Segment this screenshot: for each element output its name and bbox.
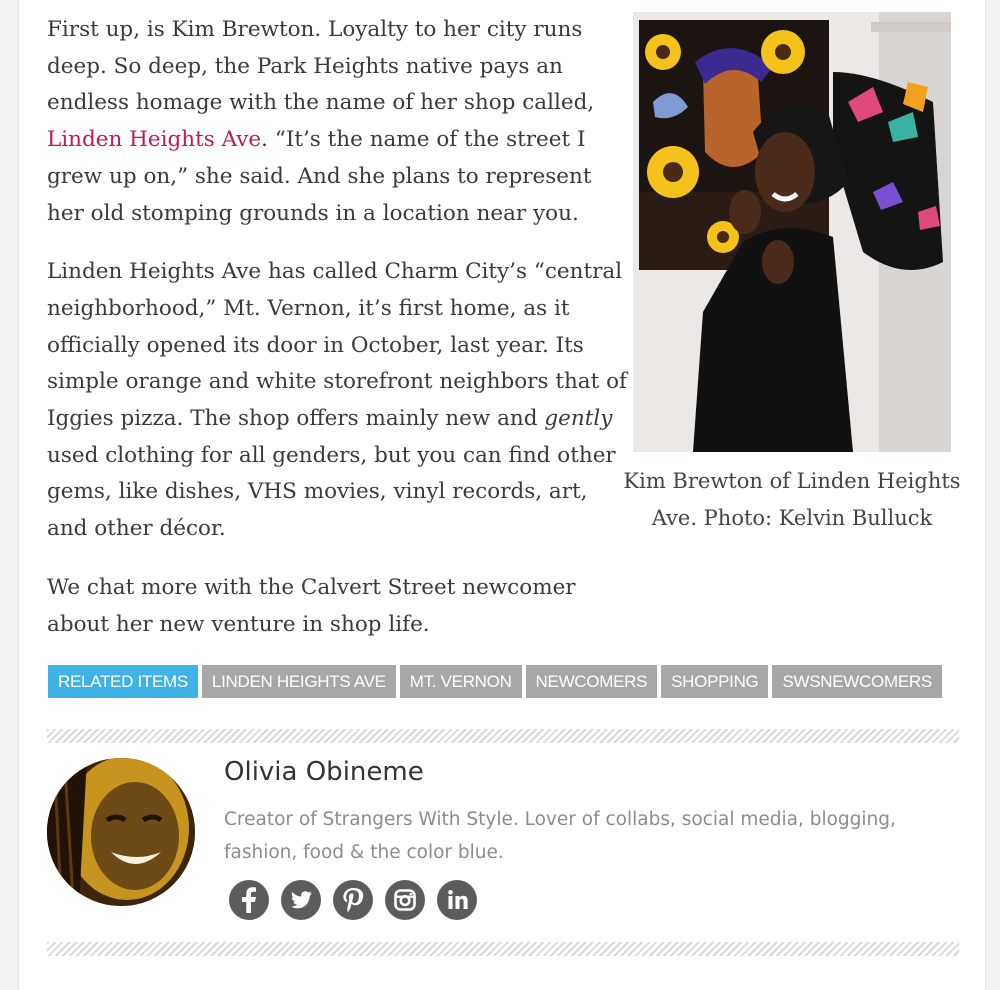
page-frame-left bbox=[0, 0, 19, 990]
paragraph-1: First up, is Kim Brewton. Loyalty to her city runs deep. So deep, the Park Heights native pays an endless homage with the name of her shop called, Linden Heights Ave. “It’s the name of the street I grew up on,” she said. And she plans to represent her old stomping grounds in a location near you. bbox=[47, 17, 595, 226]
avatar-illustration bbox=[47, 758, 195, 906]
pinterest-icon[interactable] bbox=[333, 880, 373, 920]
paragraph-3: We chat more with the Calvert Street newcomer about her new venture in shop life. bbox=[47, 574, 576, 637]
cropped-next-section bbox=[688, 982, 748, 990]
emphasis-gently: gently bbox=[544, 406, 613, 432]
photo-caption: Kim Brewton of Linden Heights Ave. Photo: Kelvin Bulluck bbox=[623, 469, 961, 530]
kim-brewton-photo[interactable] bbox=[633, 12, 951, 452]
tag-swsnewcomers[interactable]: SWSNEWCOMERS bbox=[772, 665, 941, 698]
paragraph-2: Linden Heights Ave has called Charm City’s “central neighborhood,” Mt. Vernon, it’s first home, as it officially opened its door in October, last year. Its simple orange and white storefront neighbors that of Iggies pizza. The shop offers mainly new and gently used clothing for all genders, but you can find other gems, like dishes, VHS movies, vinyl records, art, and other décor. bbox=[47, 259, 627, 542]
linkedin-icon[interactable] bbox=[437, 880, 477, 920]
divider-bottom bbox=[47, 942, 959, 956]
tag-mt-vernon[interactable]: MT. VERNON bbox=[400, 665, 522, 698]
author-bio: Creator of Strangers With Style. Lover of collabs, social media, blogging, fashion, food & the color blue. bbox=[224, 809, 896, 863]
tag-shopping[interactable]: SHOPPING bbox=[661, 665, 768, 698]
instagram-icon[interactable] bbox=[385, 880, 425, 920]
twitter-icon[interactable] bbox=[281, 880, 321, 920]
page-frame-right bbox=[985, 0, 1000, 990]
tag-newcomers[interactable]: NEWCOMERS bbox=[526, 665, 658, 698]
facebook-icon[interactable] bbox=[229, 880, 269, 920]
author-name[interactable]: Olivia Obineme bbox=[224, 757, 424, 787]
linden-heights-ave-link[interactable]: Linden Heights Ave bbox=[47, 127, 262, 153]
photo-illustration bbox=[633, 12, 951, 452]
divider-top bbox=[47, 729, 959, 743]
author-social-links bbox=[229, 880, 477, 920]
tag-linden-heights-ave[interactable]: LINDEN HEIGHTS AVE bbox=[202, 665, 396, 698]
author-avatar bbox=[47, 758, 195, 906]
related-items-bar bbox=[48, 665, 942, 698]
related-items-label: RELATED ITEMS bbox=[48, 665, 198, 698]
article-body bbox=[47, 12, 627, 665]
